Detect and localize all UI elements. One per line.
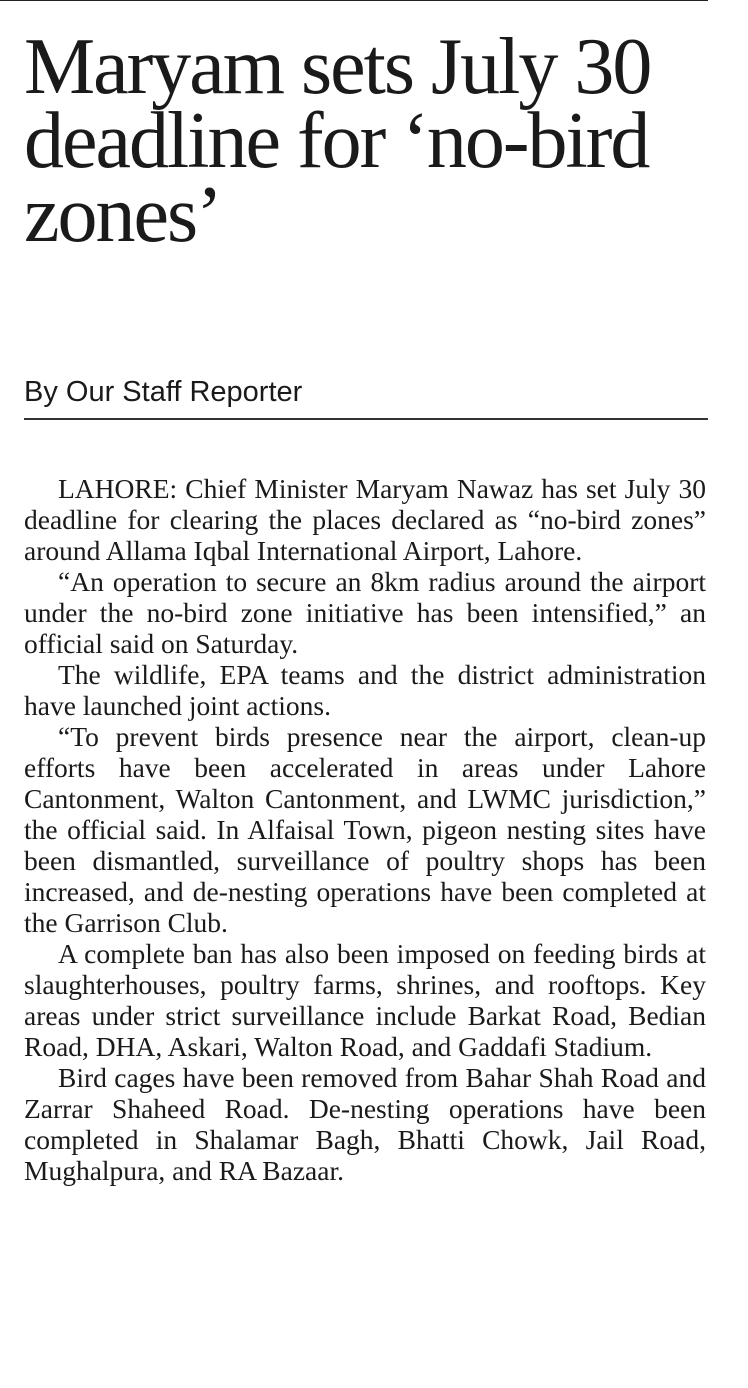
paragraph: LAHORE: Chief Minister Maryam Nawaz has set July 30 deadline for clearing the places declared as “no-bird zones” around Allama Iqbal International Airport, Lahore.	[24, 473, 706, 566]
paragraph: “An operation to secure an 8km radius around the airport under the no-bird zone initiative has been intensified,” an official said on Saturday.	[24, 566, 706, 659]
paragraph: A complete ban has also been imposed on feeding birds at slaughterhouses, poultry farms, shrines, and rooftops. Key areas under strict surveillance include Barkat Road, Bedian Road, DHA, Askari, Walton Road, and Gaddafi Stadium.	[24, 938, 706, 1062]
paragraph: “To prevent birds presence near the airport, clean-up efforts have been accelerated in areas under Lahore Cantonment, Walton Cantonment, and LWMC jurisdiction,” the official said. In Alfaisal Town, pigeon nesting sites have been dismantled, surveillance of poultry shops has been increased, and de-nesting operations have been completed at the Garrison Club.	[24, 721, 706, 938]
article-body	[24, 473, 706, 1186]
paragraph: The wildlife, EPA teams and the district administration have launched joint actions.	[24, 659, 706, 721]
paragraph: Bird cages have been removed from Bahar Shah Road and Zarrar Shaheed Road. De-nesting operations have been completed in Shalamar Bagh, Bhatti Chowk, Jail Road, Mughalpura, and RA Bazaar.	[24, 1062, 706, 1186]
byline-divider	[24, 418, 708, 420]
top-rule	[0, 0, 708, 1]
headline: Maryam sets July 30 deadline for ‘no-bird zones’	[24, 23, 651, 259]
byline: By Our Staff Reporter	[24, 376, 303, 408]
